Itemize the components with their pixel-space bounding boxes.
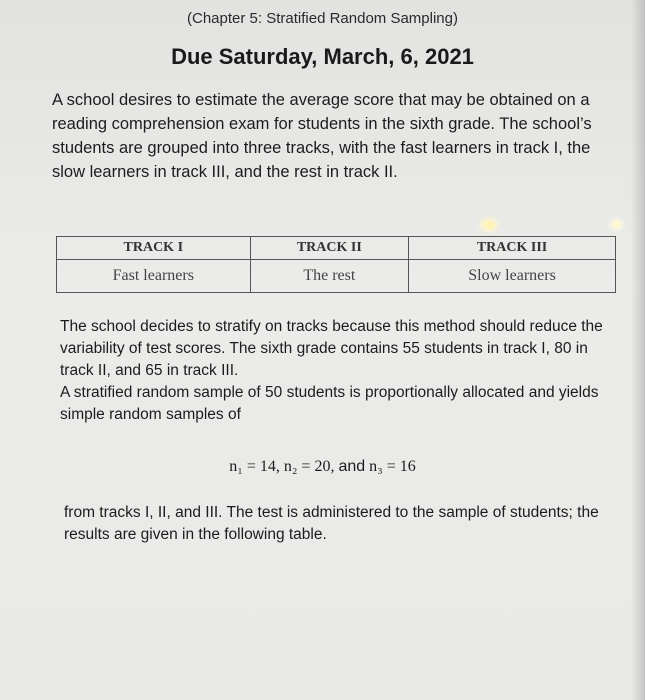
light-glare [612,221,621,228]
stratify-paragraph [60,316,620,426]
formula-n1: n₁ = 14, [229,458,280,475]
track-header-cell: TRACK II [250,237,409,260]
track-description-cell: Slow learners [409,260,616,293]
closing-paragraph: from tracks I, II, and III. The test is administered to the sample of students; the results are given in the following table. [64,504,599,543]
track-header-cell: TRACK III [409,237,616,260]
stratify-paragraph-line: The school decides to stratify on tracks because this method should reduce the variability of test scores. The sixth grade contains 55 students in track I, 80 in track II, and 65 in track III. [60,318,603,379]
tracks-table [56,236,616,293]
chapter-title: (Chapter 5: Stratified Random Sampling) [187,10,458,27]
tracks-header-row [57,237,616,260]
sample-sizes-formula [0,458,645,476]
formula-n3: n₃ = 16 [369,458,416,475]
track-description-cell: The rest [250,260,409,293]
light-glare [483,221,495,229]
track-description-cell: Fast learners [57,260,251,293]
due-date-heading: Due Saturday, March, 6, 2021 [171,44,474,69]
track-header-cell: TRACK I [57,237,251,260]
tracks-description-row [57,260,616,293]
formula-n2: n₂ = 20, [283,458,335,475]
page-edge-shadow [631,0,645,700]
stratify-paragraph-line: A stratified random sample of 50 students is proportionally allocated and yields simple random samples of [60,384,599,423]
intro-paragraph: A school desires to estimate the average score that may be obtained on a reading comprehension exam for students in the sixth grade. The school’s students are grouped into three tracks, with the fast learners in track I, the slow learners in track III, and the rest in track II. [52,91,592,181]
formula-and: and [338,458,366,475]
